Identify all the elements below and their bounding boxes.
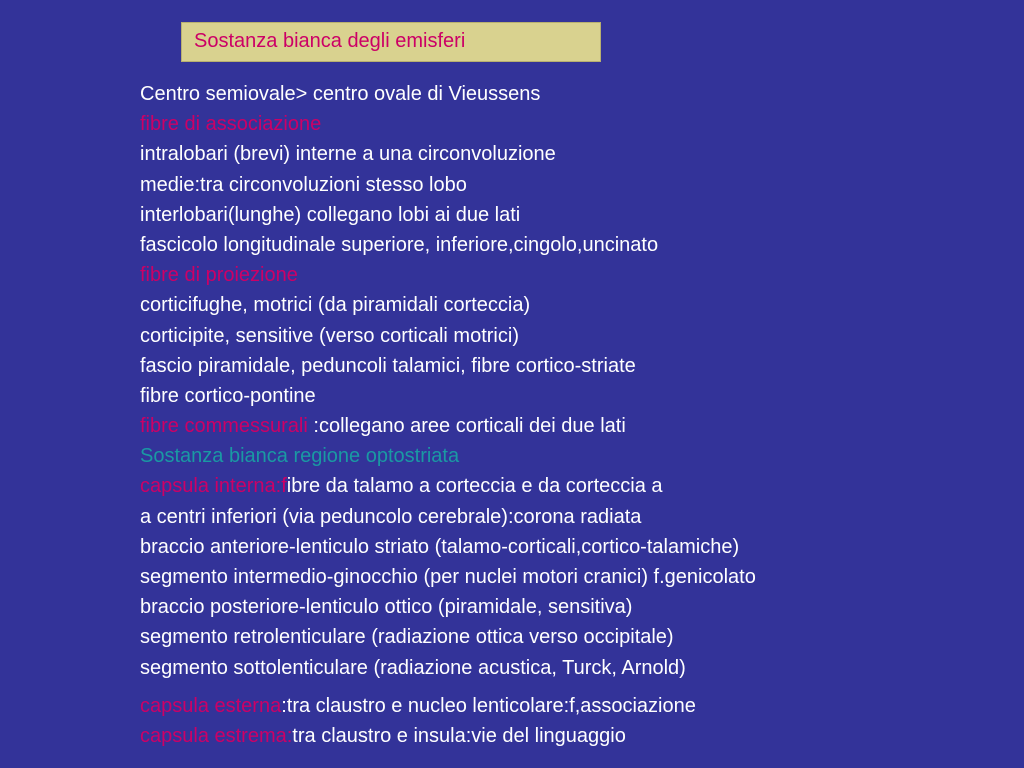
text-line: a centri inferiori (via peduncolo cerebrale):corona radiata: [140, 505, 642, 528]
text-line: Centro semiovale> centro ovale di Vieussens: [140, 83, 541, 105]
section-heading-projection-fibers: fibre di proiezione: [140, 264, 298, 287]
text-line: segmento sottolenticulare (radiazione acustica, Turck, Arnold): [140, 656, 686, 679]
text-line: [140, 411, 1020, 441]
section-heading-extreme-capsule: capsula estrema:: [140, 724, 293, 747]
slide-title: Sostanza bianca degli emisferi: [194, 30, 466, 52]
text-fragment: :collegano aree corticali dei due lati: [307, 415, 626, 438]
text-line: medie:tra circonvoluzioni stesso lobo: [140, 173, 467, 196]
text-line: [140, 721, 1020, 751]
slide-content: [140, 79, 1020, 751]
text-fragment: ibre da talamo a corteccia e da corteccia a: [286, 475, 663, 498]
section-heading-internal-capsule: capsula interna:f: [140, 475, 287, 498]
text-line: braccio posteriore-lenticulo ottico (piramidale, sensitiva): [140, 596, 633, 619]
text-line: segmento intermedio-ginocchio (per nuclei motori cranici) f.genicolato: [140, 566, 756, 588]
text-fragment: tra claustro e insula:vie del linguaggio: [292, 724, 626, 747]
text-line: [140, 691, 1020, 721]
section-heading-external-capsule: capsula esterna: [140, 694, 282, 717]
text-line: corticifughe, motrici (da piramidali corteccia): [140, 294, 531, 317]
text-line: fibre cortico-pontine: [140, 384, 316, 407]
text-line: braccio anteriore-lenticulo striato (talamo-corticali,cortico-talamiche): [140, 535, 740, 558]
section-heading-optostriate-region: Sostanza bianca regione optostriata: [140, 445, 460, 468]
text-line: [140, 471, 1020, 501]
text-line: interlobari(lunghe) collegano lobi ai due lati: [140, 203, 521, 226]
section-heading-association-fibers: fibre di associazione: [140, 113, 322, 136]
text-line: corticipite, sensitive (verso corticali motrici): [140, 324, 519, 347]
text-line: segmento retrolenticulare (radiazione ottica verso occipitale): [140, 626, 674, 649]
spacer: [140, 683, 1020, 691]
section-heading-commissural-fibers: fibre commessurali: [140, 415, 308, 438]
text-line: fascicolo longitudinale superiore, inferiore,cingolo,uncinato: [140, 233, 659, 256]
text-fragment: :tra claustro e nucleo lenticolare:f,associazione: [281, 694, 696, 717]
slide-title-box: [181, 22, 601, 62]
text-line: intralobari (brevi) interne a una circonvoluzione: [140, 143, 556, 166]
text-line: fascio piramidale, peduncoli talamici, fibre cortico-striate: [140, 354, 636, 377]
